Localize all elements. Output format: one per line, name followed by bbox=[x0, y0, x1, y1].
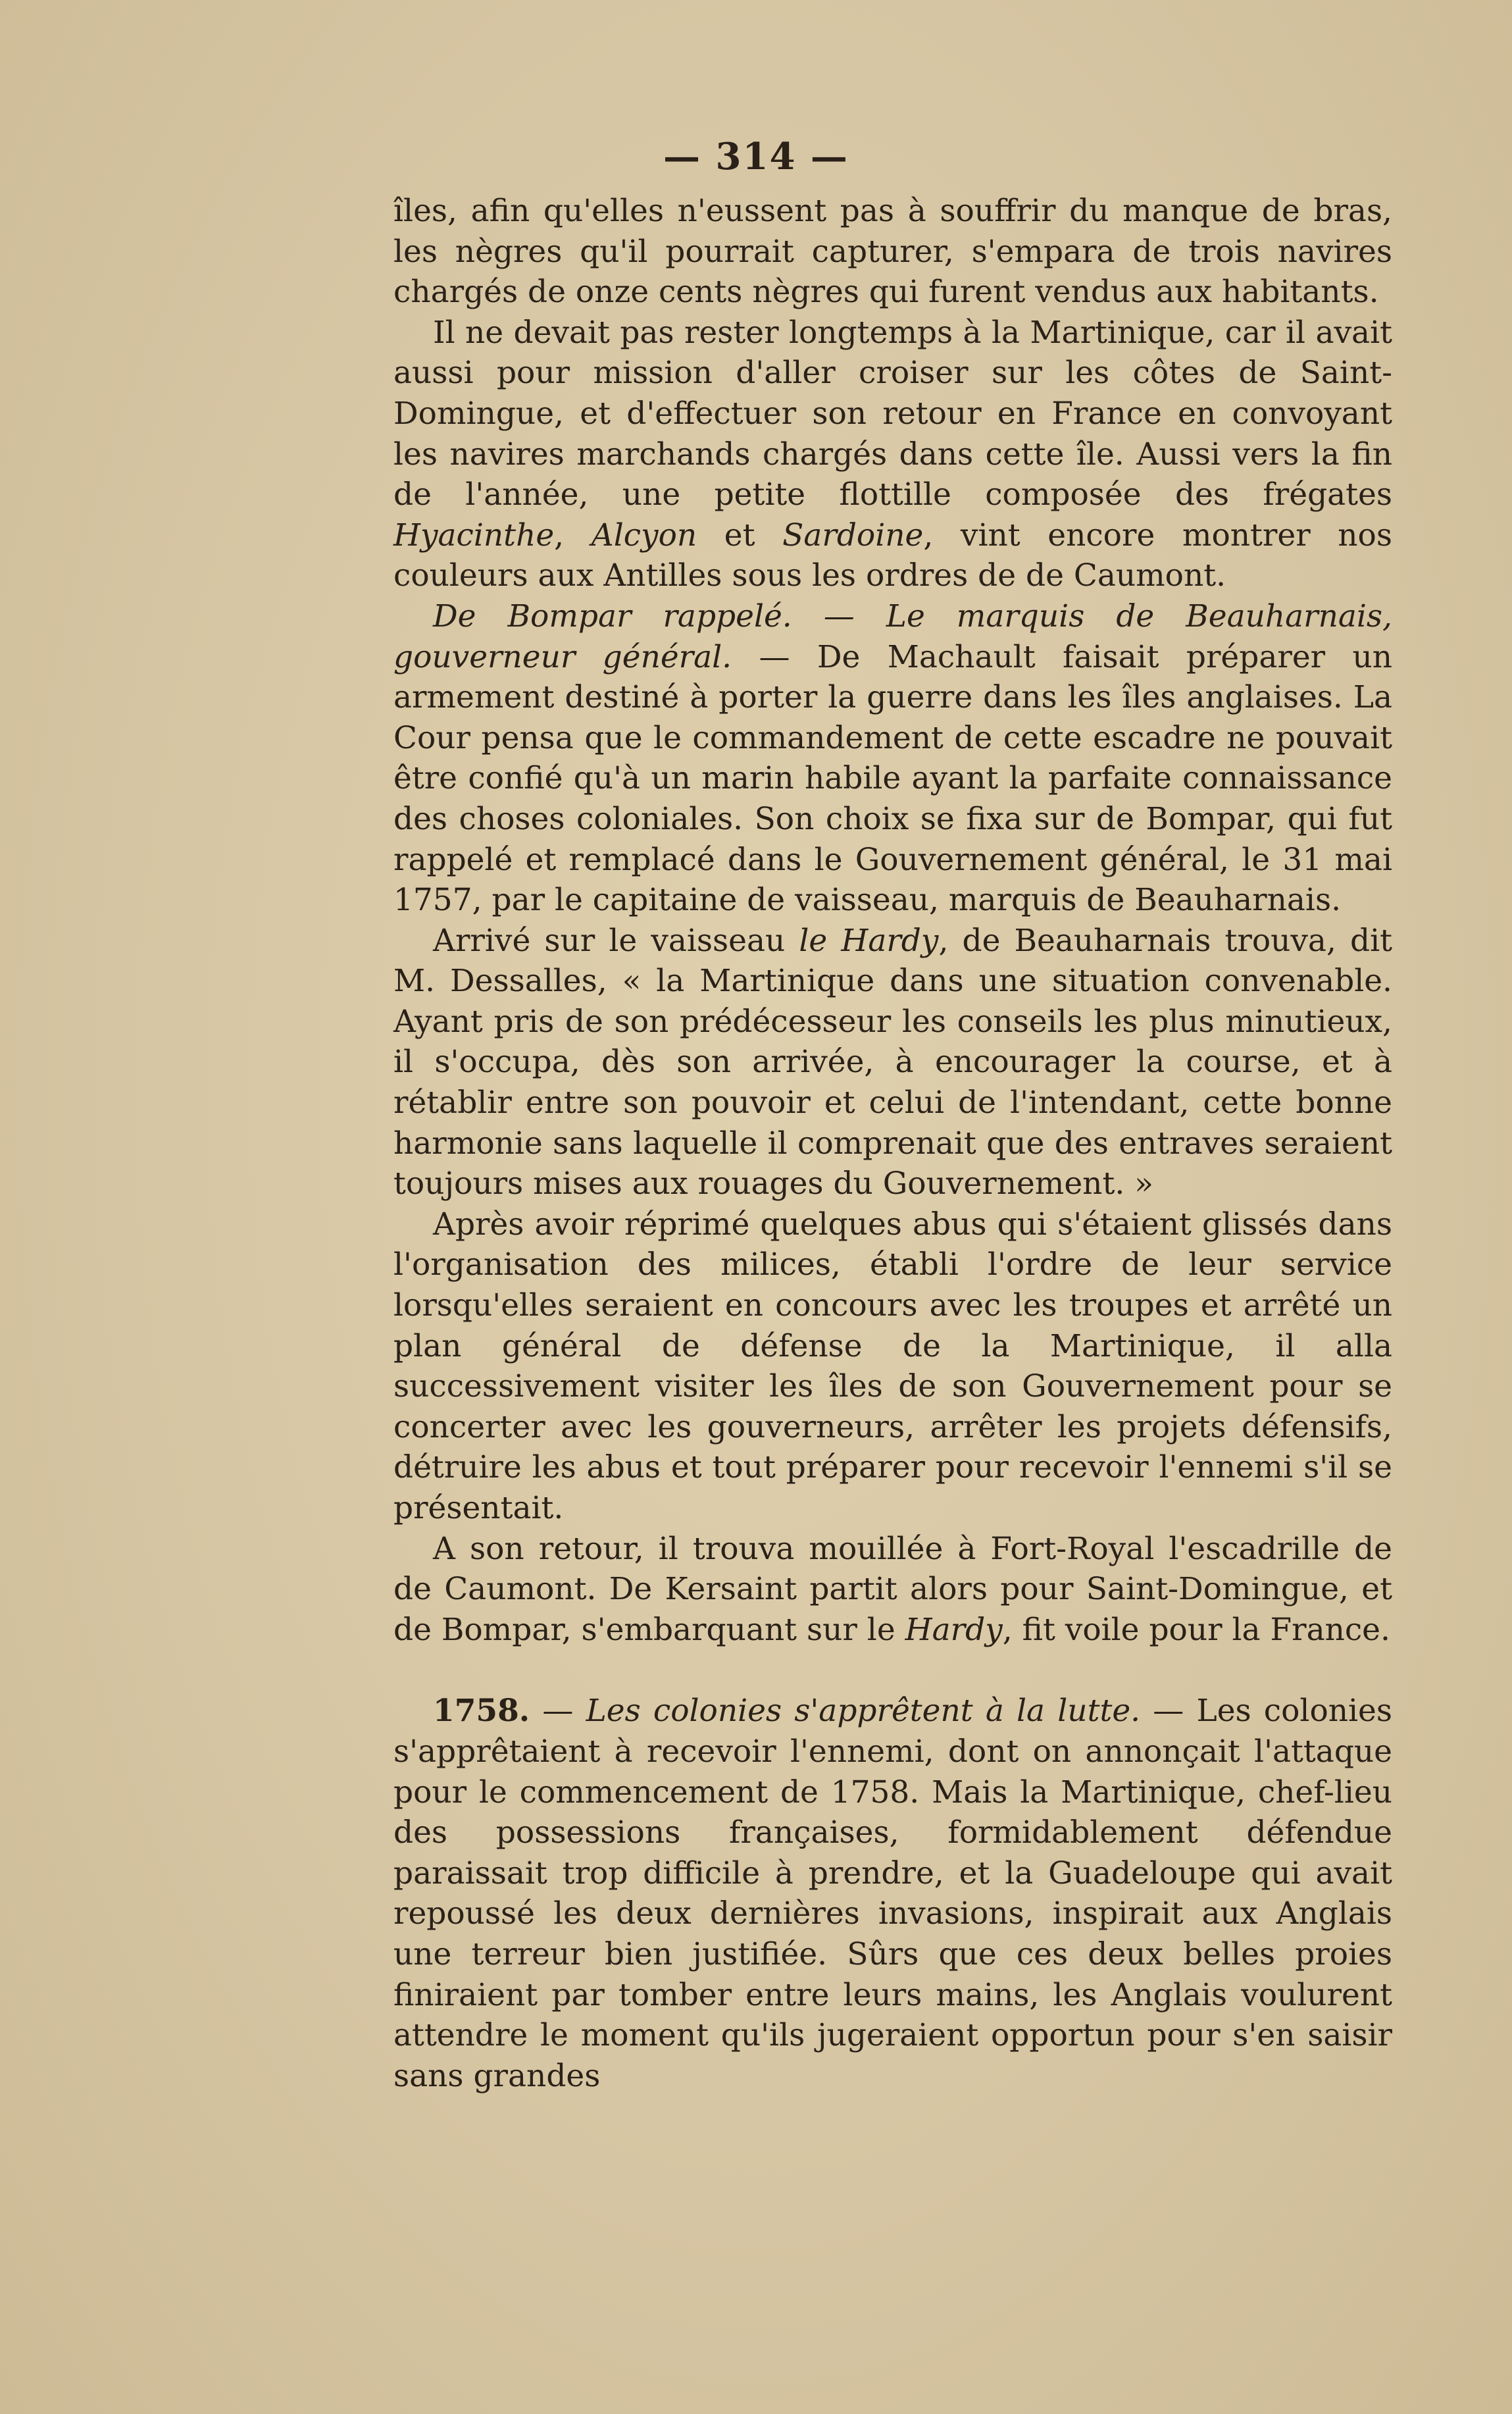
page-number: — 314 — bbox=[663, 135, 849, 178]
section-year: 1758. bbox=[433, 1693, 530, 1730]
paragraph-text: A son retour, il trouva mouillée à Fort-Royal l'escadrille de de Caumont. De Kersaint partit alors pour Saint-Domingue, et de Bompar, s'embarquant sur le bbox=[393, 1530, 1392, 1648]
separator: , bbox=[554, 517, 592, 553]
paragraph-text: , fit voile pour la France. bbox=[1002, 1611, 1390, 1648]
separator: — bbox=[530, 1693, 586, 1730]
separator: et bbox=[697, 517, 783, 553]
paragraph-7 bbox=[393, 1691, 1392, 2096]
ship-name: Alcyon bbox=[591, 517, 697, 553]
ship-name: Hardy bbox=[905, 1611, 1003, 1648]
section-heading: Les colonies s'apprêtent à la lutte. bbox=[586, 1693, 1141, 1730]
paragraph-3 bbox=[393, 596, 1392, 921]
paragraph-text: îles, afin qu'elles n'eussent pas à souffrir du manque de bras, les nègres qu'il pourrait capturer, s'empara de trois navires chargés de onze cents nègres qui furent vendus aux habitants. bbox=[393, 193, 1392, 311]
paragraph-text: Arrivé sur le vaisseau bbox=[433, 922, 799, 959]
paragraph-4 bbox=[393, 921, 1392, 1204]
ship-name: le Hardy bbox=[799, 922, 939, 959]
paragraph-1 bbox=[393, 191, 1392, 313]
paragraph-text: Après avoir réprimé quelques abus qui s'étaient glissés dans l'organisation des milices, établi l'ordre de leur service lorsqu'elles seraient en concours avec les troupes et arrêté un plan général de défense de la Martinique, il alla successivement visiter les îles de son Gouvernement pour se concerter avec les gouverneurs, arrêter les projets défensifs, détruire les abus et tout préparer pour recevoir l'ennemi s'il se présentait. bbox=[393, 1206, 1392, 1526]
ship-name: Sardoine bbox=[782, 517, 924, 553]
ship-name: Hyacinthe bbox=[393, 517, 555, 553]
paragraph-2 bbox=[393, 313, 1392, 596]
paragraph-text: — De Machault faisait préparer un armement destiné à porter la guerre dans les îles anglaises. La Cour pensa que le commandement de cette escadre ne pouvait être confié qu'à un marin habile ayant la parfaite connaissance des choses coloniales. Son choix se fixa sur de Bompar, qui fut rappelé et remplacé dans le Gouvernement général, le 31 mai 1757, par le capitaine de vaisseau, marquis de Beauharnais. bbox=[393, 638, 1393, 919]
body-text bbox=[393, 191, 1392, 2096]
paragraph-text: , vint encore montrer nos couleurs aux Antilles sous les ordres de de Caumont. bbox=[393, 517, 1392, 594]
paragraph-6 bbox=[393, 1529, 1392, 1651]
section-heading: De Bompar rappelé. — Le marquis de Beauharnais, gouverneur général. bbox=[393, 598, 1392, 675]
paragraph-text: , de Beauharnais trouva, dit M. Dessalles, « la Martinique dans une situation convenable. Ayant pris de son prédécesseur les conseils les plus minutieux, il s'occupa, dès son arrivée, à encourager la course, et à rétablir entre son pouvoir et celui de l'intendant, cette bonne harmonie sans laquelle il comprenait que des entraves seraient toujours mises aux rouages du Gouvernement. » bbox=[393, 922, 1393, 1202]
paragraph-text: Il ne devait pas rester longtemps à la Martinique, car il avait aussi pour mission d'aller croiser sur les côtes de Saint-Domingue, et d'effectuer son retour en France en convoyant les navires marchands chargés dans cette île. Aussi vers la fin de l'année, une petite flottille composée des frégates bbox=[393, 314, 1392, 513]
paragraph-text: — Les colonies s'apprêtaient à recevoir l'ennemi, dont on annonçait l'attaque pour le commencement de 1758. Mais la Martinique, chef-lieu des possessions françaises, formidablement défendue paraissait trop difficile à prendre, et la Guadeloupe qui avait repoussé les deux dernières invasions, inspirait aux Anglais une terreur bien justifiée. Sûrs que ces deux belles proies finiraient par tomber entre leurs mains, les Anglais voulurent attendre le moment qu'ils jugeraient opportun pour s'en saisir sans grandes bbox=[393, 1693, 1392, 2094]
paragraph-5 bbox=[393, 1204, 1392, 1529]
